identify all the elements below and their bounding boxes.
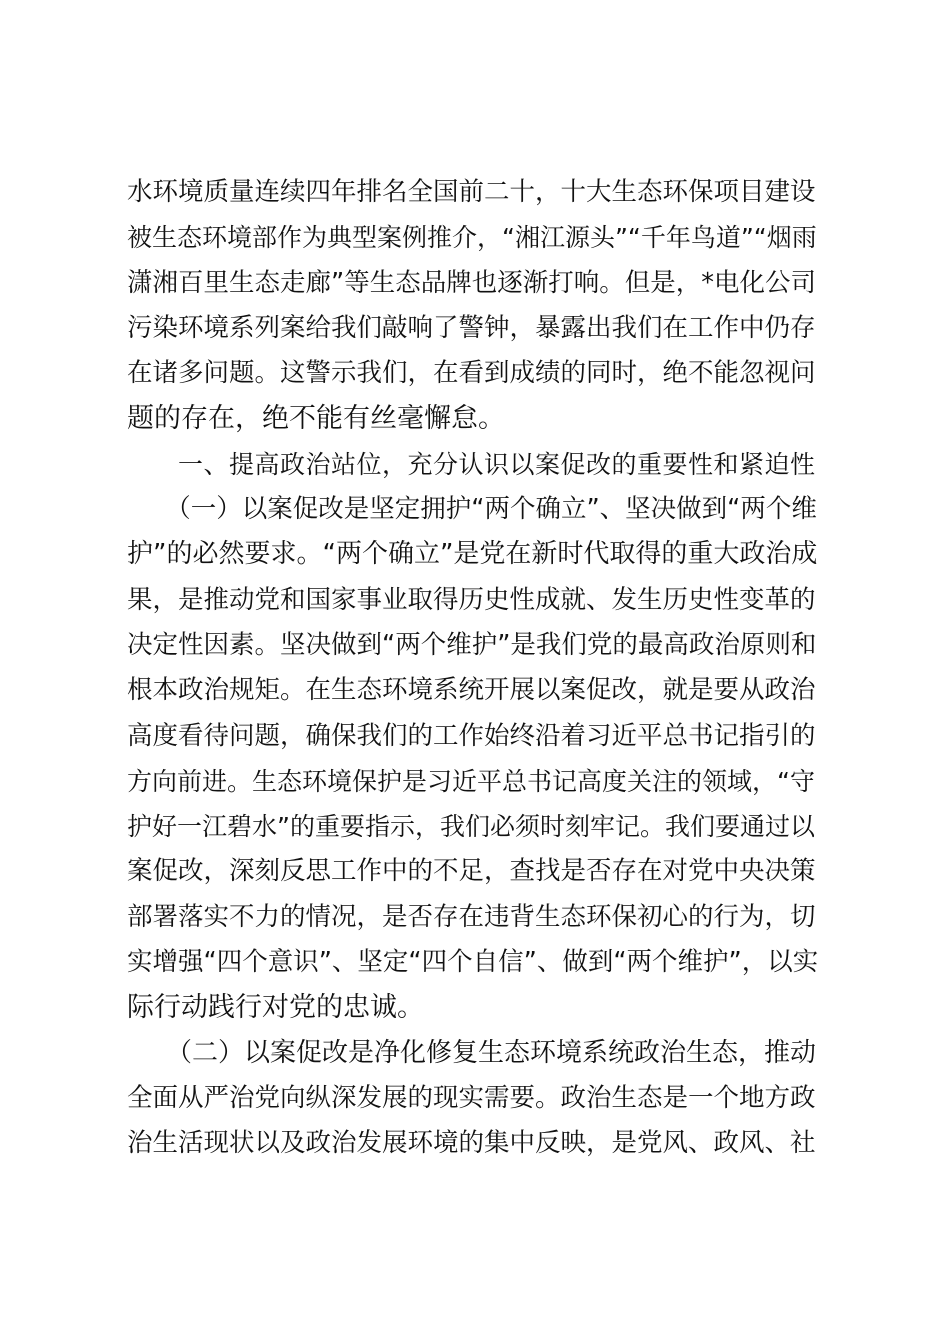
text-line: 水环境质量连续四年排名全国前二十，十大生态环保项目建设 xyxy=(127,177,816,207)
text-line: 被生态环境部作为典型案例推介，“湘江源头”“千年鸟道”“烟雨 xyxy=(127,223,817,253)
text-line: 全面从严治党向纵深发展的现实需要。政治生态是一个地方政 xyxy=(127,1082,816,1113)
text-line: 实增强“四个意识”、坚定“四个自信”、做到“两个维护”，以实 xyxy=(127,947,819,978)
text-line: 案促改，深刻反思工作中的不足，查找是否存在对党中央决策 xyxy=(127,856,816,887)
section-heading: 一、提高政治站位，充分认识以案促改的重要性和紧迫性 xyxy=(127,449,816,479)
text-line: 治生活现状以及政治发展环境的集中反映，是党风、政风、社 xyxy=(127,1128,816,1159)
subsection-heading-line: （一）以案促改是坚定拥护“两个确立”、坚决做到“两个维 xyxy=(127,494,817,525)
text-line: 污染环境系列案给我们敲响了警钟，暴露出我们在工作中仍存 xyxy=(127,312,816,343)
text-line: 高度看待问题，确保我们的工作始终沿着习近平总书记指引的 xyxy=(127,720,816,751)
text-line: 护”的必然要求。“两个确立”是党在新时代取得的重大政治成 xyxy=(127,539,818,570)
text-line: 潇湘百里生态走廊”等生态品牌也逐渐打响。但是，*电化公司 xyxy=(127,267,816,298)
text-line: 部署落实不力的情况，是否存在违背生态环保初心的行为，切 xyxy=(127,901,816,932)
body-text xyxy=(127,170,827,1167)
text-line: 果，是推动党和国家事业取得历史性成就、发生历史性变革的 xyxy=(127,584,816,615)
text-line: 方向前进。生态环境保护是习近平总书记高度关注的领域，“守 xyxy=(127,766,815,796)
text-line: 题的存在，绝不能有丝毫懈怠。 xyxy=(127,403,505,435)
text-line: 根本政治规矩。在生态环境系统开展以案促改，就是要从政治 xyxy=(127,675,816,706)
subsection-heading-line: （二）以案促改是净化修复生态环境系统政治生态，推动 xyxy=(127,1037,817,1068)
text-line: 决定性因素。坚决做到“两个维护”是我们党的最高政治原则和 xyxy=(127,629,817,660)
text-line: 际行动践行对党的忠诚。 xyxy=(127,992,424,1024)
text-line: 在诸多问题。这警示我们，在看到成绩的同时，绝不能忽视问 xyxy=(127,358,816,389)
text-line: 护好一江碧水”的重要指示，我们必须时刻牢记。我们要通过以 xyxy=(127,812,815,842)
